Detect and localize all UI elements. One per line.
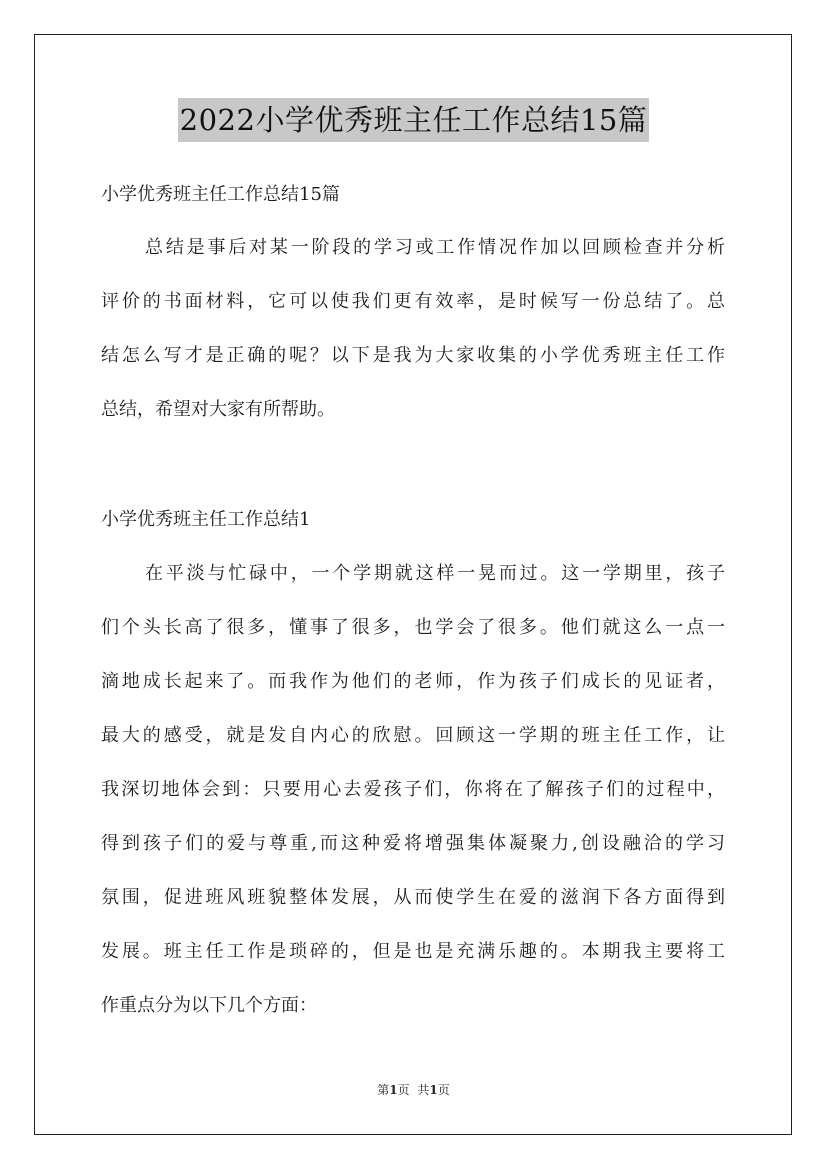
page-prefix: 第 bbox=[377, 1083, 390, 1097]
paragraph-line: 滴地成长起来了。而我作为他们的老师，作为孩子们成长的见证者， bbox=[101, 671, 725, 692]
paragraph-line: 我深切地体会到：只要用心去爱孩子们，你将在了解孩子们的过程中， bbox=[101, 779, 725, 800]
paragraph-line: 作重点分为以下几个方面： bbox=[101, 995, 317, 1016]
paragraph-line: 发展。班主任工作是琐碎的，但是也是充满乐趣的。本期我主要将工 bbox=[101, 941, 725, 962]
total-prefix: 共 bbox=[417, 1083, 430, 1097]
page-footer bbox=[0, 1082, 827, 1098]
paragraph-line: 们个头长高了很多，懂事了很多，也学会了很多。他们就这么一点一 bbox=[101, 617, 725, 638]
paragraph-line: 最大的感受，就是发自内心的欣慰。回顾这一学期的班主任工作，让 bbox=[101, 725, 725, 746]
paragraph-line: 总结，希望对大家有所帮助。 bbox=[101, 399, 335, 420]
document-subtitle: 小学优秀班主任工作总结15篇 bbox=[101, 184, 340, 205]
paragraph-line: 结怎么写才是正确的呢？以下是我为大家收集的小学优秀班主任工作 bbox=[101, 345, 725, 366]
paragraph-line: 得到孩子们的爱与尊重,而这种爱将增强集体凝聚力,创设融洽的学习 bbox=[101, 833, 725, 854]
page-suffix: 页 bbox=[397, 1083, 410, 1097]
total-pages: 1 bbox=[429, 1083, 438, 1097]
paragraph-line: 氛围，促进班风班貌整体发展，从而使学生在爱的滋润下各方面得到 bbox=[101, 887, 725, 908]
section-heading: 小学优秀班主任工作总结1 bbox=[101, 509, 311, 530]
paragraph-line: 评价的书面材料，它可以使我们更有效率，是时候写一份总结了。总 bbox=[101, 291, 725, 312]
title-container bbox=[0, 98, 827, 142]
page-number: 1 bbox=[389, 1083, 398, 1097]
total-suffix: 页 bbox=[437, 1083, 450, 1097]
document-title: 2022小学优秀班主任工作总结15篇 bbox=[178, 98, 650, 142]
paragraph-line: 在平淡与忙碌中，一个学期就这样一晃而过。这一学期里，孩子 bbox=[145, 563, 725, 584]
paragraph-line: 总结是事后对某一阶段的学习或工作情况作加以回顾检查并分析 bbox=[145, 237, 725, 258]
